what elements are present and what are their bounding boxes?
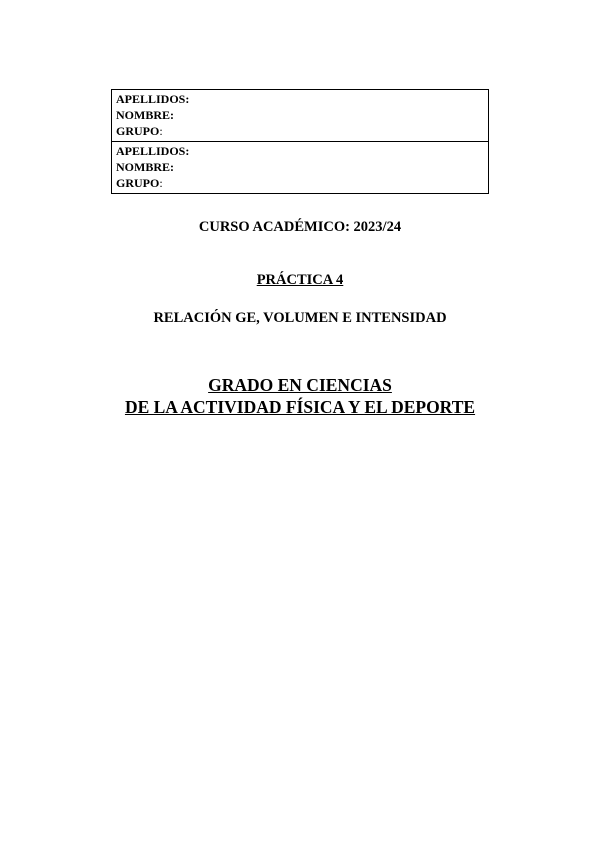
surname-label: APELLIDOS: (116, 92, 190, 106)
group-label: GRUPO (116, 124, 160, 138)
student-info-table (111, 89, 489, 194)
degree-title (0, 374, 600, 418)
surname-field (116, 91, 484, 107)
group-field (116, 175, 484, 191)
surname-label: APELLIDOS: (116, 144, 190, 158)
group-label: GRUPO (116, 176, 160, 190)
name-field (116, 107, 484, 123)
student-block-1 (112, 90, 488, 141)
name-field (116, 159, 484, 175)
degree-title-line-2: DE LA ACTIVIDAD FÍSICA Y EL DEPORTE (124, 397, 476, 417)
group-colon: : (159, 176, 163, 190)
group-colon: : (159, 124, 163, 138)
surname-field (116, 143, 484, 159)
name-label: NOMBRE: (116, 160, 174, 174)
practice-title: PRÁCTICA 4 (256, 272, 344, 288)
name-label: NOMBRE: (116, 108, 174, 122)
group-field (116, 123, 484, 139)
practice-subtitle: RELACIÓN GE, VOLUMEN E INTENSIDAD (153, 310, 447, 326)
academic-year-heading: CURSO ACADÉMICO: 2023/24 (198, 219, 402, 235)
degree-title-line-1: GRADO EN CIENCIAS (208, 375, 392, 395)
student-block-2 (112, 141, 488, 193)
